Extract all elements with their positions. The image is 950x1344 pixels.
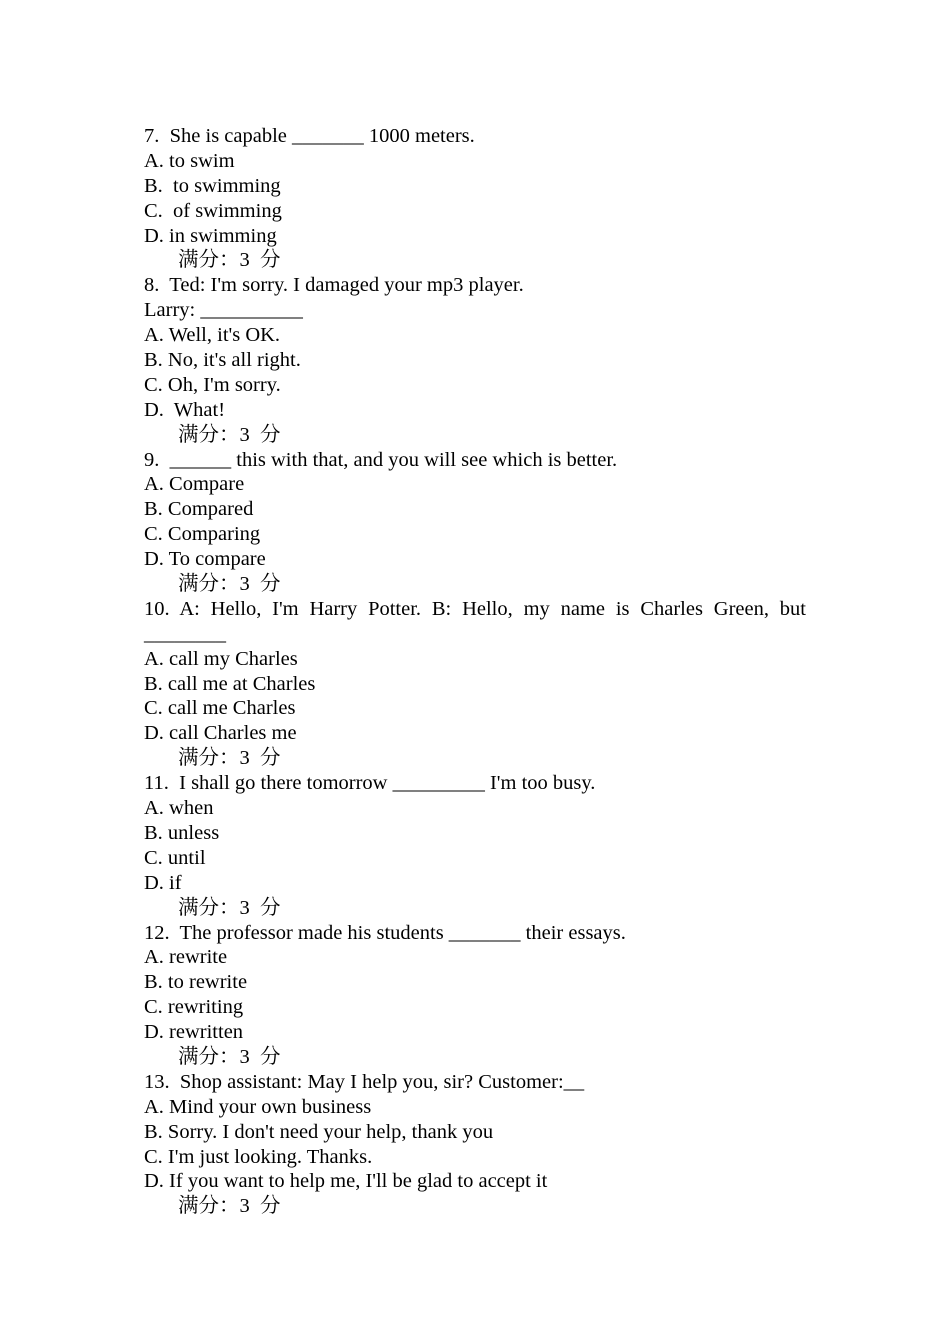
option-d: D. To compare (144, 548, 266, 571)
score-label: 满分：3 分 (178, 896, 281, 919)
question-8 (144, 273, 806, 447)
option-b: B. No, it's all right. (144, 349, 301, 372)
question-stem: 8. Ted: I'm sorry. I damaged your mp3 player. (144, 274, 524, 297)
option-a: A. call my Charles (144, 647, 298, 670)
option-c: C. rewriting (144, 996, 244, 1019)
option-d: D. What! (144, 398, 226, 421)
option-d: D. in swimming (144, 224, 277, 247)
option-b: B. to swimming (144, 174, 281, 197)
option-c: C. call me Charles (144, 697, 296, 720)
option-d: D. If you want to help me, I'll be glad to accept it (144, 1170, 548, 1193)
option-c: C. Comparing (144, 523, 261, 546)
option-c: C. Oh, I'm sorry. (144, 373, 281, 396)
option-c: C. I'm just looking. Thanks. (144, 1145, 373, 1168)
option-d: D. rewritten (144, 1021, 244, 1044)
question-stem: 13. Shop assistant: May I help you, sir? Customer:__ (144, 1070, 585, 1093)
option-d: D. if (144, 871, 182, 894)
score-label: 满分：3 分 (178, 1195, 281, 1218)
option-b: B. call me at Charles (144, 672, 316, 695)
question-10 (144, 597, 806, 771)
score-label: 满分：3 分 (178, 1045, 281, 1068)
document-page (144, 124, 806, 1219)
score-label: 满分：3 分 (178, 423, 281, 446)
option-c: C. until (144, 846, 206, 869)
question-11 (144, 771, 806, 920)
question-stem: 7. She is capable _______ 1000 meters. (144, 125, 475, 147)
question-stem: 9. ______ this with that, and you will see which is better. (144, 448, 618, 471)
question-stem: 12. The professor made his students _______ their essays. (144, 921, 626, 944)
question-stem: 10. A: Hello, I'm Harry Potter. B: Hello, my name is Charles Green, but (144, 597, 806, 620)
option-a: A. Mind your own business (144, 1095, 372, 1118)
question-9 (144, 448, 806, 597)
question-stem-continued: ________ (144, 622, 226, 645)
option-a: A. to swim (144, 149, 235, 172)
option-c: C. of swimming (144, 199, 282, 222)
option-b: B. Sorry. I don't need your help, thank you (144, 1120, 494, 1143)
option-b: B. Compared (144, 498, 254, 521)
option-b: B. unless (144, 821, 220, 844)
score-label: 满分：3 分 (178, 747, 281, 770)
option-b: B. to rewrite (144, 971, 248, 994)
score-label: 满分：3 分 (178, 573, 281, 596)
option-a: A. rewrite (144, 946, 228, 969)
question-7 (144, 124, 806, 273)
question-12 (144, 921, 806, 1070)
question-13 (144, 1070, 806, 1219)
question-stem: 11. I shall go there tomorrow _________ I'm too busy. (144, 772, 596, 795)
score-label: 满分：3 分 (178, 249, 281, 272)
question-stem-continued: Larry: __________ (144, 299, 303, 322)
option-a: A. when (144, 797, 214, 820)
option-a: A. Compare (144, 473, 245, 496)
option-a: A. Well, it's OK. (144, 324, 281, 347)
option-d: D. call Charles me (144, 722, 297, 745)
